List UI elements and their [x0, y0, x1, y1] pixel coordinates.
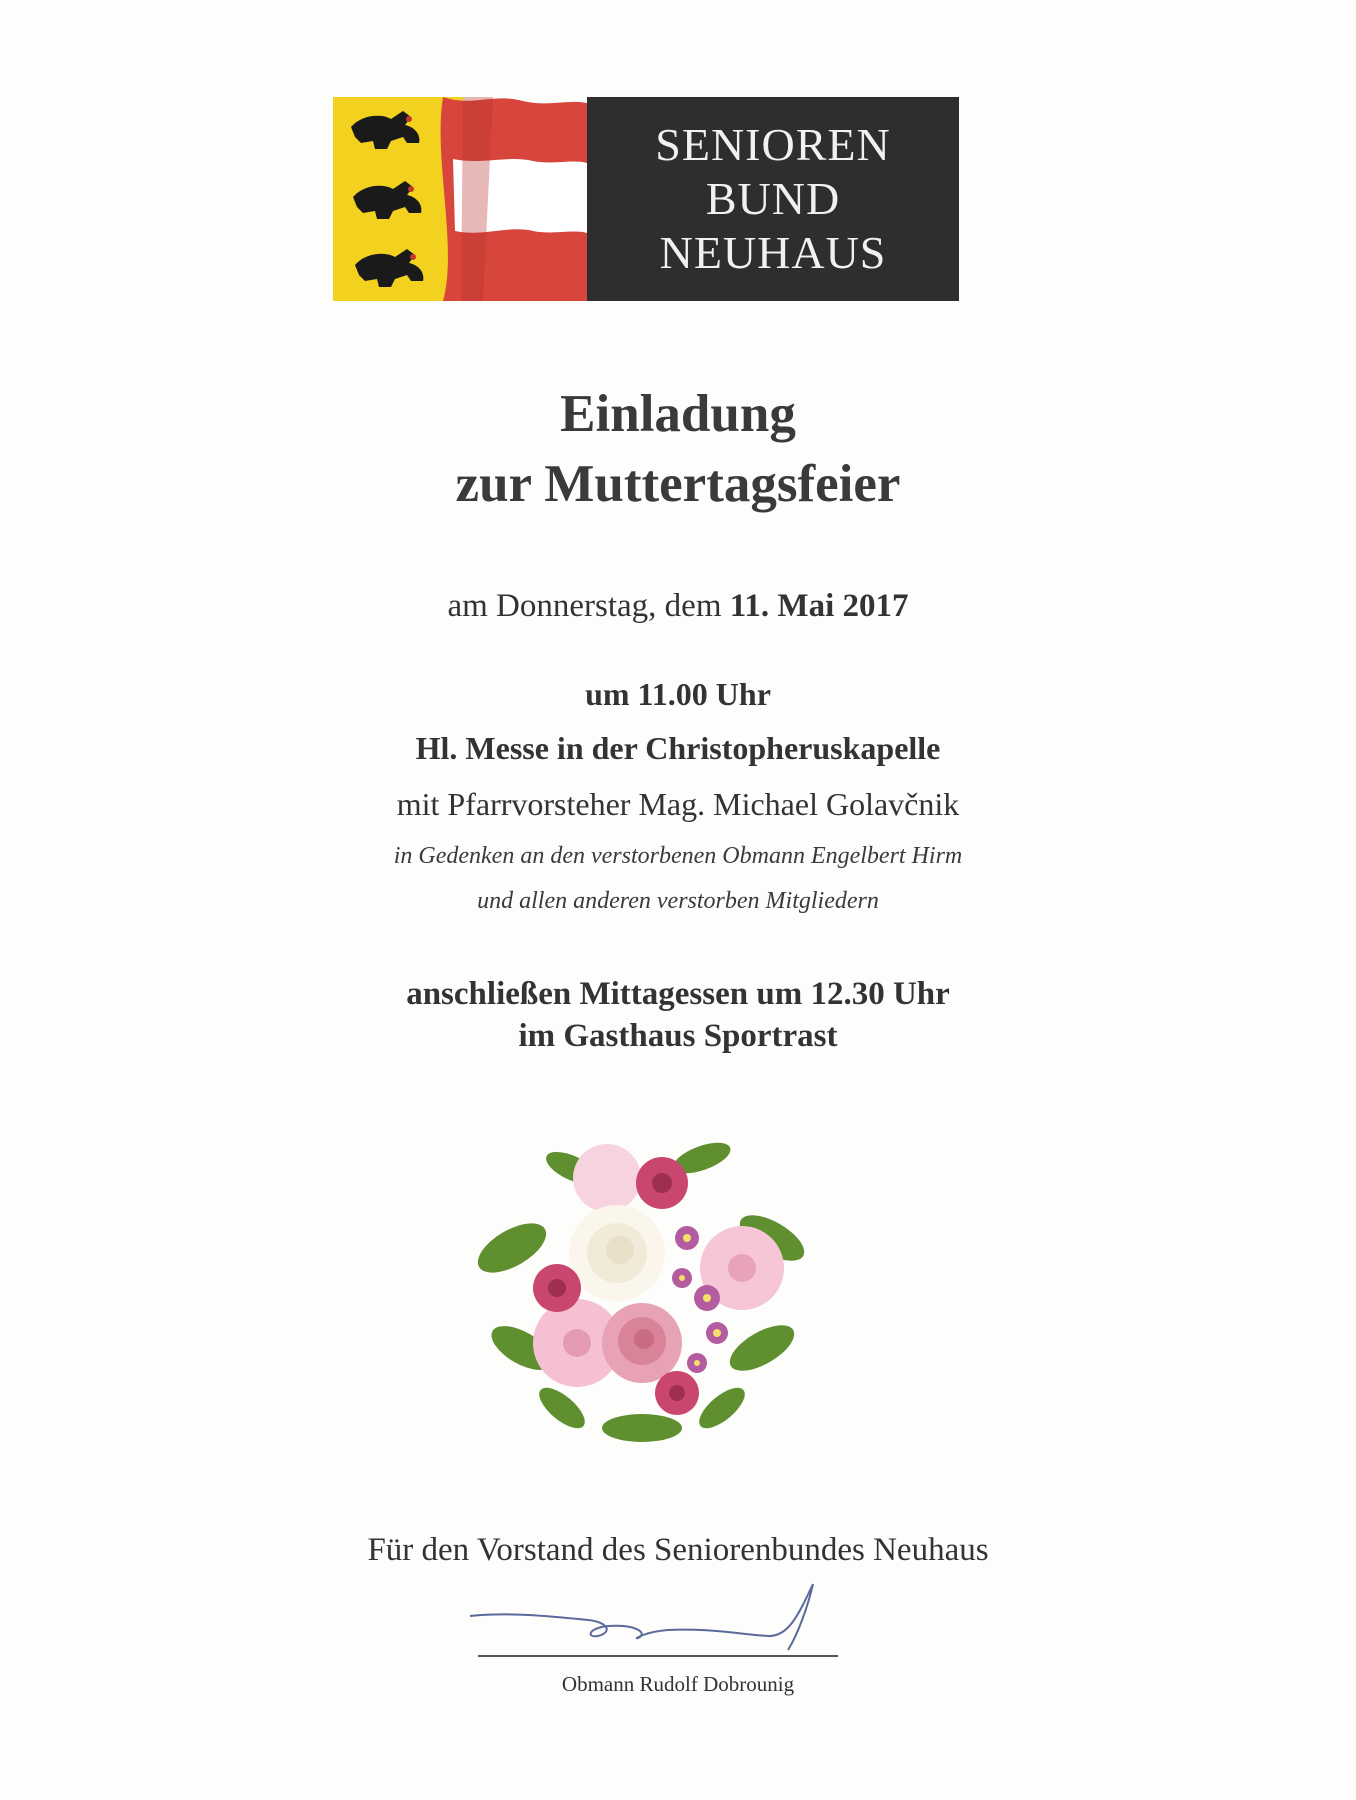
logo-line-2: BUND	[705, 172, 841, 224]
logo-line-1: SENIOREN	[655, 118, 891, 170]
logo-line-3: NEUHAUS	[659, 227, 887, 279]
seniorenbund-logo	[333, 97, 959, 301]
signature-line	[478, 1655, 838, 1657]
lunch-line-2: im Gasthaus Sportrast	[518, 1018, 838, 1054]
lunch-line-1: anschließen Mittagessen um 12.30 Uhr	[406, 976, 950, 1012]
flower-bouquet-image	[472, 1128, 812, 1448]
carinthia-crest-icon	[333, 97, 587, 301]
date-prefix: am Donnerstag, dem	[447, 588, 722, 624]
title-line-2: zur Muttertagsfeier	[455, 455, 901, 513]
priest-line: mit Pfarrvorsteher Mag. Michael Golavčnik	[396, 786, 960, 822]
event-date	[0, 588, 1356, 625]
board-signoff: Für den Vorstand des Seniorenbundes Neuhaus	[367, 1532, 989, 1568]
title-line-1: Einladung	[560, 385, 796, 443]
date-value: 11. Mai 2017	[729, 588, 909, 624]
memorial-line-2: und allen anderen verstorben Mitgliedern	[477, 888, 879, 914]
mass-time: um 11.00 Uhr	[585, 676, 771, 712]
memorial-line-1: in Gedenken an den verstorbenen Obmann Engelbert Hirm	[393, 843, 963, 869]
mass-title: Hl. Messe in der Christopheruskapelle	[415, 730, 941, 766]
logo-wordmark	[587, 97, 959, 301]
handwritten-signature	[468, 1576, 848, 1656]
signatory-name: Obmann Rudolf Dobrounig	[561, 1672, 795, 1696]
